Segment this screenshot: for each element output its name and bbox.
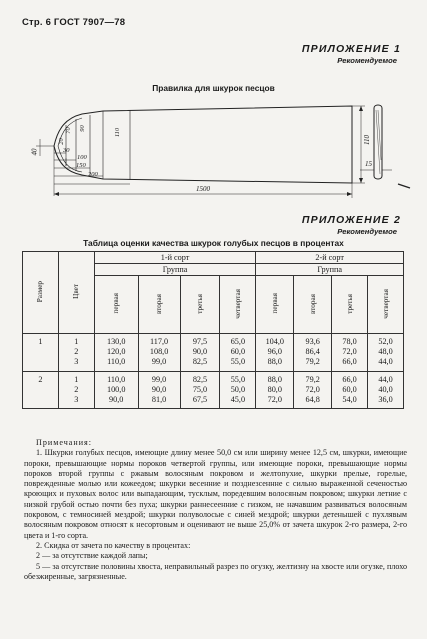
appendix-1-label: ПРИЛОЖЕНИЕ 1 [301,43,401,55]
appendix-2-label: ПРИЛОЖЕНИЕ 2 [301,214,401,226]
dim-100: 100 [77,154,87,161]
col-g1-first: первая [94,276,138,334]
quality-table [22,251,404,409]
notes-block [24,438,407,582]
col-color: Цвет [58,252,94,334]
note-2-item-1: 2 — за отсутствие каждой лапы; [36,551,148,561]
col-sort2: 2-й сорт [256,252,404,264]
table-row: 1 1 2 3 130,0 120,0 110,0 117,0 108,0 99,0 97,5 90,0 82,5 65,0 60,0 55,0 104,0 96,0 88,0 93,6 86,4 79,2 78,0 72,0 66,0 52,0 48,0 44,0 [23,334,404,372]
table-title: Таблица оценки качества шкурок голубых песцов в процентах [83,238,344,248]
page-header: Стр. 6 ГОСТ 7907—78 [22,17,126,28]
dim-110-inner: 110 [114,127,122,138]
note-1: 1. Шкурки голубых песцов, имеющие длину менее 50,0 см или ширину менее 12,5 см, шкурки, имеющие пороки, превышающие нормы пороков четвертой группы, или имеющие пороки, превышающие нормы пороков второй группы с ржавым волосяным покровом и желтопухие, шкурки прелые, горелые, поврежденные молью или кожеедом; шкурки весенние и позднезсеннне с сильно выраженной сеченостью кроющих и пуховых волос или выпадающим, тусклым, поредевшим волосяным покровом; шкурки летние с низкой грубой остью почти без пуха; шкурки раннесеенние с гизком, не начавшим развиваться волосяным покровом, с темносиней мездрой; шкурки полуволосые с синей мездрой; шкурки детенышей с пухлявым волосяным покровом относят к несортовым и оценивают не выше 25,0% от зачета шкурок 2-го размера, 2-го цвета и 1-го сорта. [24,448,407,540]
notes-heading: Примечания: [36,438,93,447]
dim-15: 15 [365,160,372,168]
col-g1-fourth: четвертая [220,276,256,334]
dim-70: 70 [64,127,72,134]
col-g2-fourth: четвертая [368,276,404,334]
appendix-1-status: Рекомендуемое [337,56,397,65]
dim-40: 40 [30,148,39,156]
col-g2-third: третья [332,276,368,334]
dim-90: 90 [78,125,86,132]
note-2-item-2: 5 — за отсутствие половины хвоста, неправильный разрез по огузку, желтизну на хвосте или огузке, плохо обезжиренные, загрязненные. [24,561,407,581]
col-group-1: Группа [94,264,256,276]
col-g1-second: вторая [138,276,180,334]
col-g1-third: третья [180,276,220,334]
col-size: Размер [23,252,59,334]
col-group-2: Группа [256,264,404,276]
dim-20: 20 [57,138,65,145]
figure-title: Правилка для шкурок песцов [152,83,275,93]
note-2: 2. Скидка от зачета по качеству в процентах: [36,540,191,550]
dim-150: 150 [76,162,86,169]
table-row: 2 1 2 3 110,0 100,0 90,0 99,0 90,0 81,0 82,5 75,0 67,5 55,0 50,0 45,0 88,0 80,0 72,0 79,2 72,0 64,8 66,0 60,0 54,0 44,0 40,0 36,0 [23,371,404,409]
dim-200: 200 [88,171,98,178]
col-sort1: 1-й сорт [94,252,256,264]
appendix-2-status: Рекомендуемое [337,227,397,236]
dim-110: 110 [362,135,371,145]
col-g2-second: вторая [294,276,332,334]
col-g2-first: первая [256,276,294,334]
dim-30: 30 [63,147,70,154]
dim-1500: 1500 [196,185,210,193]
